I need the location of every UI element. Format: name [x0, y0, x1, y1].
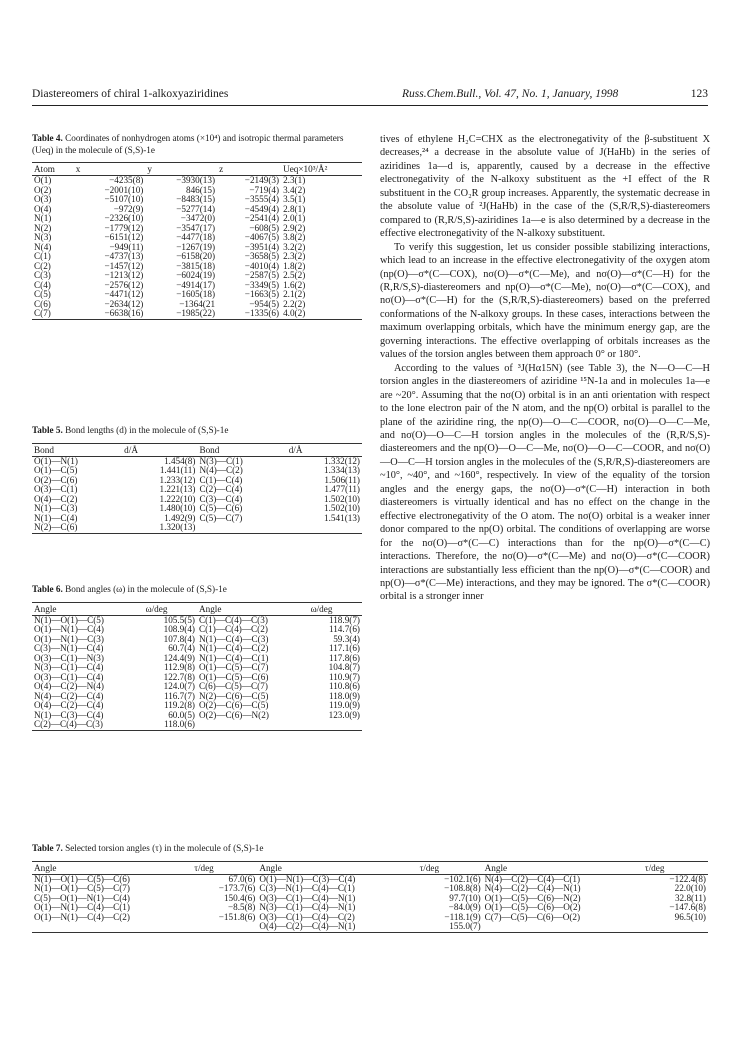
table-cell: C(6)—C(5)—C(7): [198, 681, 268, 691]
table-row: [32, 456, 362, 466]
table-cell: 117.8(6): [328, 652, 360, 663]
column-header: d/Å: [124, 444, 138, 455]
table-cell: O(1)—C(5)—C(6): [198, 671, 269, 682]
table-cell: −4737(13): [104, 251, 144, 261]
table-cell: 3.4(2): [283, 184, 306, 195]
table-cell: O(1)—N(1)—C(4)—C(1): [34, 902, 130, 912]
table-cell: 116.7(7): [163, 690, 195, 701]
table-cell: O(1)—N(1): [34, 455, 78, 466]
table-row: [32, 874, 708, 884]
table-cell: 97.7(10): [449, 892, 481, 903]
table-5-grid: [32, 443, 362, 534]
table-row: [32, 903, 708, 913]
table-cell: 124.4(9): [163, 652, 195, 663]
table-cell: 118.0(6): [163, 719, 195, 729]
table-cell: N(4): [34, 241, 52, 252]
table-cell: 2.3(1): [283, 175, 306, 185]
table-cell: N(2): [34, 222, 52, 233]
table-5: [32, 425, 362, 534]
column-header: z: [219, 164, 224, 174]
running-header: [32, 88, 708, 106]
table-cell: 59.3(4): [333, 633, 360, 644]
table-cell: N(3)—C(1)—C(4): [34, 662, 104, 672]
table-cell: O(1): [34, 175, 52, 185]
column-header: Angle: [34, 603, 57, 614]
table-cell: C(4): [34, 279, 51, 290]
column-header: ω/deg: [145, 603, 168, 614]
paragraph-3: According to the values of ³J(Hα15N) (see Table 3), the N—O—C—H torsion angles in the diastereomers of aziridine ¹⁵N-1a and in molecules 1a—e are ~20°. Assuming that the nσ(O) orbital is in an anti orientation with respect to the lone electron pair of the N atom, and the np(O) orbital is parallel to the plane of the aziridine ring, the np(O)—O—C—COOR, nσ(O)—O—C—Me, and nσ(O)—O—C—H torsion angles in the molecules of the (R,R/S,S)-diastereomers and the np(O)—O—C—Me, nσ(O)—O—C—COOR, and nσ(O)—O—C—H torsion angles in the molecules of the (S,R/R,S)-diastereomers are ~10°, ~40°, and ~160°, respectively. In view of the equality of the torsion angles and the energy gaps, the nσ(O)—σ*(C—H) interaction in both diastereomers is virtually identical and has no effect on the change in the effective electronegativity of the O atom. The nσ(O) orbital is a weaker inner donor compared to the np(O) orbital. The conditions of overlapping are worse for the nσ(O)—σ*(C—C) interactions than for the np(O)—σ*(C—C) interactions. Therefore, the nσ(O)—σ*(C—Me) and nσ(O)—σ*(C—COOR) interactions are substantially less efficient than the np(O)—σ*(C—COOR) and np(O)—σ*(C—Me) interactions, and they may be ignored. The σ*(C—COOR) orbital is a stronger inner: [380, 362, 710, 603]
table-cell: 60.0(5): [168, 709, 195, 720]
table-cell: −2001(10): [104, 184, 144, 195]
table-cell: C(3): [34, 270, 51, 280]
table-cell: 118.0(9): [328, 690, 360, 701]
table-cell: C(7)—C(5)—C(6)—O(2): [484, 911, 581, 922]
table-cell: −1605(18): [176, 289, 216, 299]
table-cell: O(4)—C(2)—N(4): [34, 681, 104, 691]
table-cell: O(3)—C(1)—C(4)—C(2): [259, 911, 355, 922]
column-header: Angle: [259, 862, 282, 873]
table-cell: O(4)—C(2)—C(4): [34, 700, 104, 710]
table-cell: −949(11): [109, 241, 144, 252]
table-cell: 1.441(11): [159, 465, 196, 475]
table-6: [32, 584, 362, 731]
table-cell: 96.5(10): [674, 911, 706, 922]
body-text: [380, 133, 710, 604]
table-cell: 124.0(7): [163, 681, 195, 691]
table-row: [32, 884, 708, 894]
table-cell: −3472(0): [180, 213, 216, 223]
table-cell: 22.0(10): [674, 883, 706, 893]
table-cell: 1.332(12): [324, 455, 360, 466]
table-cell: 114.7(6): [328, 624, 360, 634]
table-cell: 1.6(2): [283, 279, 306, 290]
table-cell: −5277(14): [176, 203, 216, 214]
table-cell: O(2)—C(6)—C(5): [198, 700, 269, 710]
table-cell: O(2): [34, 184, 52, 195]
table-row: [32, 176, 362, 186]
header-journal: Russ.Chem.Bull., Vol. 47, No. 1, January, 1998: [402, 88, 619, 100]
column-header: Angle: [484, 862, 508, 873]
table-cell: C(5)—C(6): [199, 503, 243, 513]
table-cell: 118.9(7): [328, 614, 360, 625]
table-cell: −108.8(8): [444, 883, 481, 893]
table-cell: −1985(22): [176, 308, 216, 318]
table-cell: −1364(21: [179, 298, 216, 309]
table-cell: −3951(4): [244, 241, 280, 252]
table-cell: O(1)—N(1)—C(4): [34, 624, 104, 634]
table-cell: −4235(8): [109, 175, 144, 185]
table-cell: −3555(4): [244, 194, 280, 204]
table-cell: −6638(16): [104, 308, 144, 318]
table-cell: 110.9(7): [328, 671, 360, 682]
table-cell: O(2)—C(6)—N(2): [198, 709, 269, 720]
table-cell: 1.8(2): [283, 260, 306, 271]
table-cell: −2634(12): [104, 298, 144, 309]
table-cell: O(1)—N(1)—C(3)—C(4): [259, 873, 356, 884]
table-cell: N(3): [34, 232, 52, 242]
table-cell: −1213(12): [104, 270, 144, 280]
table-cell: N(1)—C(4)—C(1): [198, 652, 269, 663]
table-cell: C(5)—O(1)—N(1)—C(4): [34, 892, 130, 903]
table-cell: 2.8(1): [283, 203, 306, 214]
table-cell: O(4)—C(2)—C(4)—N(1): [259, 921, 356, 931]
table-cell: −4549(4): [244, 203, 280, 214]
column-header: d/Å: [288, 444, 303, 455]
table-cell: −6024(19): [176, 270, 216, 280]
table-cell: C(6): [34, 298, 51, 309]
table-cell: 119.2(8): [163, 700, 195, 710]
table-cell: N(1)—O(1)—C(5)—C(7): [34, 883, 130, 893]
table-cell: −3658(5): [244, 251, 280, 261]
table-6-grid: [32, 602, 362, 731]
table-cell: 67.0(6): [228, 873, 256, 884]
table-cell: 150.4(6): [223, 892, 256, 903]
table-cell: −6158(20): [176, 251, 216, 261]
table-cell: O(4)—C(2): [34, 493, 78, 504]
table-6-caption: Table 6. Bond angles (ω) in the molecule of (S,S)-1e: [32, 584, 227, 594]
table-cell: N(2)—C(6)—C(5): [198, 690, 269, 701]
table-cell: −954(5): [249, 298, 280, 309]
table-cell: 104.8(7): [328, 662, 360, 672]
column-header: Bond: [199, 444, 220, 455]
table-cell: −1267(19): [176, 241, 216, 252]
table-cell: 1.502(10): [324, 503, 360, 513]
table-cell: −2326(10): [104, 213, 144, 223]
table-cell: O(3)—C(1)—C(4)—N(1): [259, 892, 356, 903]
table-cell: N(1)—C(3)—C(4): [34, 709, 104, 720]
table-cell: −118.1(9): [444, 911, 481, 922]
column-header: x: [75, 164, 81, 174]
table-cell: −1663(5): [244, 289, 280, 299]
column-header: Ueq×10³/Å²: [283, 164, 328, 174]
table-cell: N(1)—C(3): [34, 503, 78, 513]
table-4-grid: [32, 162, 362, 320]
table-row: [32, 485, 362, 495]
table-row: [32, 495, 362, 505]
table-row: [32, 894, 708, 904]
table-cell: C(5)—C(7): [199, 512, 243, 523]
table-cell: C(1)—C(4)—C(2): [198, 624, 268, 634]
table-cell: N(4)—C(2)—C(4)—C(1): [484, 873, 581, 884]
table-cell: O(4): [34, 203, 52, 214]
table-cell: N(1)—C(4)—C(3): [198, 633, 269, 644]
table-cell: [32, 922, 192, 932]
table-cell: N(2)—C(6): [34, 522, 78, 532]
table-cell: O(2)—C(6): [34, 474, 78, 485]
table-cell: 2.2(2): [283, 298, 306, 309]
table-cell: −719(4): [249, 184, 280, 195]
table-cell: 1.320(13): [159, 522, 196, 532]
table-cell: 1.233(12): [159, 474, 196, 485]
table-cell: N(3)—C(1)—C(4)—N(1): [259, 902, 356, 912]
table-cell: −4471(12): [104, 289, 144, 299]
column-header: Angle: [198, 603, 222, 614]
table-cell: −2576(12): [104, 279, 144, 290]
table-cell: [287, 523, 362, 533]
table-row: [32, 476, 362, 486]
table-cell: −3349(5): [244, 279, 280, 290]
table-cell: N(1)—O(1)—C(5): [34, 614, 104, 625]
table-cell: N(4)—C(2)—C(4): [34, 690, 104, 701]
table-cell: −122.4(8): [669, 873, 706, 884]
table-cell: −147.6(8): [669, 902, 706, 912]
table-cell: −1779(12): [104, 222, 144, 233]
table-cell: O(3)—C(1): [34, 484, 78, 494]
column-header: Bond: [34, 444, 54, 455]
column-header: τ/deg: [194, 862, 214, 873]
table-cell: 2.9(2): [283, 222, 306, 233]
table-cell: 108.9(4): [163, 624, 195, 634]
table-cell: C(1)—C(4)—C(3): [198, 614, 268, 625]
table-cell: C(2)—C(4): [199, 484, 243, 494]
paragraph-1: tives of ethylene H₂C=CHX as the electronegativity of the β-substituent X decreases,²⁴ a decrease in the absolute value of J(HaHb) in the series of aziridines 1a—d is, apparently, caused by a decrease in the effective electronegativity of the N-alkoxy substituent as the +I effect of the R substituent in the CO₂R group increases. Apparently, the systematic decrease in the absolute value of ²J(HaHb) in the case of the (S,R/R,S)-diastereomers compared to (R,R/S,S)-aziridines 1a—e is also determined by a decrease in the effective electronegativity of the N-alkoxy substituent.: [380, 134, 710, 240]
table-cell: −2541(4): [244, 213, 280, 223]
table-cell: [643, 922, 708, 932]
table-cell: C(1): [34, 251, 51, 261]
paragraph-2: To verify this suggestion, let us consider possible stabilizing interactions, which lead to an increase in the effective electronegativity of the oxygen atom (np(O)—σ*(C—COX), nσ(O)—σ*(C—Me), and nσ(O)—σ*(C—H) for the (R,R/S,S)-diastereomers and np(O)—σ*(C—Me), nσ(O)—σ*(C—COX), and nσ(O)—σ*(C—H) for the (S,R/R,S)-diastereomers) based on the preferred conformations of the N-alkoxy groups. In these cases, interactions between the maximum overlapping orbitals, which have the minimum energy gap, are the governing interactions. The effective overlapping of orbitals increases as the values of the torsion angles between them approach 0° or 180°.: [380, 241, 710, 361]
table-5-caption: Table 5. Bond lengths (d) in the molecule of (S,S)-1e: [32, 425, 229, 435]
table-cell: 1.454(8): [164, 455, 196, 466]
table-cell: 1.221(13): [159, 484, 196, 494]
column-header: Angle: [34, 862, 57, 873]
page-number: 123: [690, 88, 708, 100]
table-cell: C(5): [34, 289, 51, 299]
table-cell: C(2)—C(4)—C(3): [34, 719, 103, 729]
table-cell: O(1)—N(1)—C(3): [34, 633, 104, 644]
table-cell: 155.0(7): [449, 921, 481, 931]
table-cell: O(1)—C(5)—C(6)—N(2): [484, 892, 581, 903]
table-cell: O(1)—C(5): [34, 465, 78, 475]
table-cell: C(3)—N(1)—C(4): [34, 643, 104, 653]
table-cell: 60.7(4): [168, 643, 195, 653]
table-cell: 107.8(4): [163, 633, 195, 644]
table-row: [32, 720, 362, 730]
table-7: [32, 843, 708, 933]
table-cell: −8483(15): [176, 194, 216, 204]
table-cell: 123.0(9): [328, 709, 360, 720]
column-header: ω/deg: [310, 603, 333, 614]
table-cell: [197, 720, 309, 730]
table-7-caption: Table 7. Selected torsion angles (τ) in the molecule of (S,S)-1e: [32, 843, 264, 853]
table-cell: 2.0(1): [283, 213, 306, 223]
table-cell: 1.222(10): [159, 493, 196, 504]
table-7-grid: [32, 861, 708, 933]
table-cell: N(3)—C(1): [199, 455, 243, 466]
table-cell: 1.334(13): [324, 465, 360, 475]
table-cell: N(1)—C(4): [34, 512, 78, 523]
table-row: [32, 466, 362, 476]
table-cell: 112.9(8): [163, 662, 195, 672]
table-cell: 1.480(10): [159, 503, 196, 513]
table-cell: −84.0(9): [448, 902, 481, 912]
table-row: [32, 523, 362, 533]
table-cell: −8.5(8): [227, 902, 256, 912]
table-cell: 117.1(6): [328, 643, 360, 653]
table-row: [32, 913, 708, 923]
table-cell: −3815(18): [176, 260, 216, 271]
table-cell: C(2): [34, 260, 51, 271]
table-cell: −3547(17): [176, 222, 216, 233]
table-cell: O(1)—C(5)—C(6)—O(2): [484, 902, 581, 912]
table-cell: 2.3(2): [283, 251, 306, 261]
table-4: [32, 133, 362, 320]
table-cell: 4.0(2): [283, 308, 306, 318]
table-cell: N(1)—C(4)—C(2): [198, 643, 269, 653]
table-cell: −4914(17): [176, 279, 216, 290]
table-cell: −1335(6): [244, 308, 280, 318]
column-header: τ/deg: [419, 862, 440, 873]
table-cell: 32.8(11): [674, 892, 706, 903]
table-cell: 3.8(2): [283, 232, 306, 242]
table-cell: −4010(4): [244, 260, 280, 271]
table-cell: 2.5(2): [283, 270, 306, 280]
table-cell: −5107(10): [104, 194, 144, 204]
table-cell: −102.1(6): [444, 873, 481, 884]
table-cell: −2149(3): [244, 175, 280, 185]
table-cell: C(7): [34, 308, 51, 318]
table-cell: −151.8(6): [218, 911, 256, 922]
table-cell: O(3): [34, 194, 52, 204]
table-cell: −1457(12): [104, 260, 144, 271]
table-cell: N(1)—O(1)—C(5)—C(6): [34, 873, 130, 884]
table-cell: [192, 922, 257, 932]
table-cell: C(3)—C(4): [199, 493, 243, 504]
table-row: [32, 922, 708, 932]
table-cell: 119.0(9): [328, 700, 360, 710]
table-cell: −2587(5): [244, 270, 280, 280]
table-cell: C(1)—C(4): [199, 474, 243, 485]
table-cell: O(3)—C(1)—N(3): [34, 652, 104, 663]
table-cell: −608(5): [249, 222, 280, 233]
table-cell: C(3)—N(1)—C(4)—C(1): [259, 883, 355, 893]
table-cell: N(4)—C(2)—C(4)—N(1): [484, 883, 581, 893]
table-cell: −972(9): [113, 203, 144, 214]
table-cell: O(3)—C(1)—C(4): [34, 671, 104, 682]
table-row: [32, 514, 362, 524]
table-cell: −3930(13): [176, 175, 216, 185]
table-cell: 105.5(5): [163, 614, 195, 625]
column-header: τ/deg: [644, 862, 665, 873]
table-cell: 110.8(6): [328, 681, 360, 691]
table-cell: 1.541(13): [324, 512, 360, 523]
table-cell: N(1): [34, 213, 52, 223]
table-cell: 1.492(9): [164, 512, 196, 523]
table-cell: −4067(5): [244, 232, 280, 242]
table-cell: −4477(18): [176, 232, 216, 242]
column-header: Atom: [34, 164, 55, 174]
table-row: [32, 309, 362, 319]
table-cell: −6151(12): [104, 232, 144, 242]
table-cell: −173.7(6): [218, 883, 256, 893]
table-cell: 3.2(2): [283, 241, 306, 252]
header-title: Diastereomers of chiral 1-alkoxyaziridines: [32, 88, 229, 100]
table-cell: [197, 523, 286, 533]
table-cell: 2.1(2): [283, 289, 306, 299]
table-cell: O(1)—N(1)—C(4)—C(2): [34, 911, 130, 922]
table-cell: O(1)—C(5)—C(7): [198, 662, 269, 672]
table-cell: N(4)—C(2): [199, 465, 243, 475]
table-cell: 846(15): [185, 184, 216, 195]
table-row: [32, 504, 362, 514]
table-4-caption: Table 4. Coordinates of nonhydrogen atoms (×10⁴) and isotropic thermal parameters (Ueq) in the molecule of (S,S)-1e: [32, 133, 344, 155]
table-cell: 1.506(11): [324, 474, 360, 485]
table-cell: [309, 720, 362, 730]
column-header: y: [147, 164, 152, 174]
table-cell: 1.502(10): [324, 493, 360, 504]
table-cell: 3.5(1): [283, 194, 306, 204]
table-cell: 122.7(8): [163, 671, 195, 682]
table-cell: 1.477(11): [324, 484, 360, 494]
table-cell: [483, 922, 643, 932]
